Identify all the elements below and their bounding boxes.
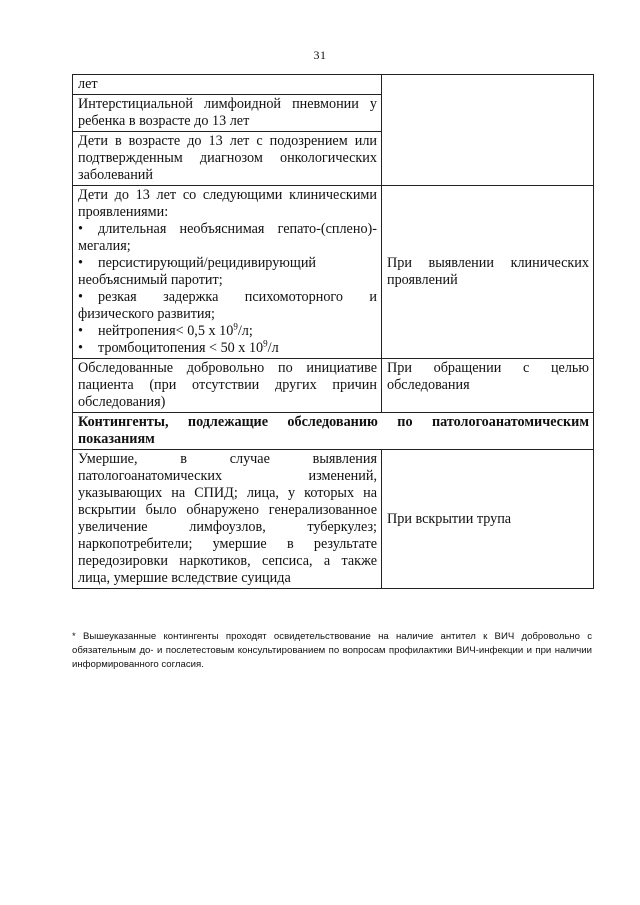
footnote: * Вышеуказанные контингенты проходят освидетельствование на наличие антител к ВИЧ добровольно с обязательным до- и послетестовым консультированием по вопросам профилактики ВИЧ-инфекции и при наличии информированного согласия. (72, 631, 592, 670)
bullet-icon: • (78, 289, 83, 305)
list-item: • тромбоцитопения < 50 х $10^9/л$ (78, 338, 279, 356)
table-row (73, 75, 594, 95)
exponent: 9 (233, 321, 238, 332)
list-item: • длительная необъяснимая гепато-(сплено)-мегалия; (78, 221, 377, 254)
conditions-cell: При вскрытии трупа (382, 450, 594, 589)
section-header-row (73, 413, 594, 450)
clinical-cell (73, 186, 382, 359)
contingent-cell: Обследованные добровольно по инициативе пациента (при отсутствии других причин обследования) (73, 359, 382, 413)
bullet-icon: • (78, 323, 83, 339)
table-row (73, 186, 594, 359)
page-number: 31 (313, 48, 327, 62)
clinical-intro: Дети до 13 лет со следующими клиническими проявлениями: (78, 187, 377, 220)
bullet-icon: • (78, 340, 83, 356)
contingents-table (72, 74, 594, 589)
exponent: 9 (263, 338, 268, 349)
conditions-cell (382, 75, 594, 186)
table-row (73, 450, 594, 589)
bullet-icon: • (78, 221, 83, 237)
bullet-icon: • (78, 255, 83, 271)
conditions-cell: При обращении с целью обследования (382, 359, 594, 413)
conditions-cell: При выявлении клинических проявлений (382, 186, 594, 359)
list-item: • нейтропения< 0,5 х $10^9/л$; (78, 321, 253, 339)
contingent-cell: лет (73, 75, 382, 95)
section-header: Контингенты, подлежащие обследованию по патологоанатомическим показаниям (73, 413, 594, 450)
list-item: • резкая задержка психомоторного и физического развития; (78, 289, 377, 322)
contingent-cell: Интерстициальной лимфоидной пневмонии у ребенка в возрасте до 13 лет (73, 95, 382, 132)
table-row (73, 359, 594, 413)
list-item: • персистирующий/рецидивирующий необъяснимый паротит; (78, 255, 317, 288)
contingent-cell: Умершие, в случае выявления патологоанатомических изменений, указывающих на СПИД; лица, у которых на вскрытии было обнаружено генерализованное увеличение лимфоузлов, туберкулез; наркопотребители; умершие в результате передозировки наркотиков, сепсиса, а также лица, умершие вследствие суицида (73, 450, 382, 589)
contingent-cell: Дети в возрасте до 13 лет с подозрением или подтвержденным диагнозом онкологических заболеваний (73, 132, 382, 186)
